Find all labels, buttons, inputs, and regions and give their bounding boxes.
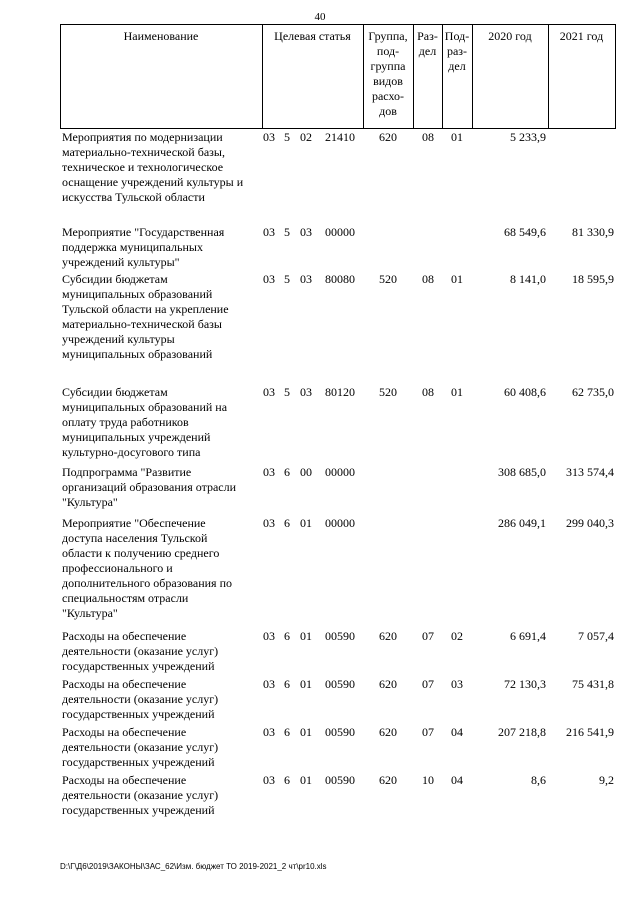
row-group: 620 bbox=[379, 629, 397, 643]
row-code-3: 02 bbox=[300, 130, 312, 144]
row-code-1: 03 bbox=[263, 725, 275, 739]
row-2021: 7 057,4 bbox=[578, 629, 614, 643]
row-code-4: 21410 bbox=[325, 130, 355, 144]
page-number: 40 bbox=[314, 11, 326, 23]
header-group: Группа, под- группа видов расхо- дов bbox=[368, 29, 408, 118]
row-code-2: 6 bbox=[284, 725, 290, 739]
row-code-2: 6 bbox=[284, 677, 290, 691]
row-group: 620 bbox=[379, 677, 397, 691]
row-code-1: 03 bbox=[263, 130, 275, 144]
row-subsection: 04 bbox=[451, 725, 463, 739]
row-2020: 8,6 bbox=[531, 773, 546, 787]
row-code-2: 5 bbox=[284, 385, 290, 399]
row-code-3: 01 bbox=[300, 725, 312, 739]
row-name: Мероприятия по модернизации материально-технической базы, техническое и технологическое оснащение учреждений культуры и искусства Тульской области bbox=[62, 130, 244, 204]
row-section: 08 bbox=[422, 130, 434, 144]
row-section: 07 bbox=[422, 677, 434, 691]
row-code-3: 03 bbox=[300, 272, 312, 286]
row-code-1: 03 bbox=[263, 629, 275, 643]
row-code-2: 6 bbox=[284, 773, 290, 787]
row-name: Мероприятие "Государственная поддержка муниципальных учреждений культуры" bbox=[62, 225, 225, 269]
col-divider bbox=[615, 25, 616, 128]
row-group: 520 bbox=[379, 272, 397, 286]
row-2020: 207 218,8 bbox=[498, 725, 546, 739]
header-name: Наименование bbox=[123, 29, 199, 43]
row-2020: 286 049,1 bbox=[498, 516, 546, 530]
row-2021: 62 735,0 bbox=[572, 385, 614, 399]
row-2021: 216 541,9 bbox=[566, 725, 614, 739]
row-2021: 299 040,3 bbox=[566, 516, 614, 530]
row-name: Мероприятие "Обеспечение доступа населения Тульской области к получению среднего профессионального и дополнительного образования по специальностям отрасли "Культура" bbox=[62, 516, 232, 620]
row-2020: 8 141,0 bbox=[510, 272, 546, 286]
row-code-2: 6 bbox=[284, 465, 290, 479]
row-code-2: 6 bbox=[284, 516, 290, 530]
row-subsection: 01 bbox=[451, 272, 463, 286]
row-2020: 68 549,6 bbox=[504, 225, 546, 239]
row-subsection: 01 bbox=[451, 385, 463, 399]
row-2021: 313 574,4 bbox=[566, 465, 614, 479]
row-code-3: 01 bbox=[300, 516, 312, 530]
row-code-4: 00000 bbox=[325, 516, 355, 530]
row-group: 620 bbox=[379, 725, 397, 739]
row-section: 08 bbox=[422, 385, 434, 399]
row-code-1: 03 bbox=[263, 677, 275, 691]
file-path-footer: D:\Г\Д6\2019\ЗАКОНЫ\ЗАС_62\Изм. бюджет ТО 2019-2021_2 чт\pr10.xls bbox=[60, 862, 327, 871]
row-code-2: 6 bbox=[284, 629, 290, 643]
row-code-1: 03 bbox=[263, 272, 275, 286]
table-header bbox=[60, 24, 616, 129]
row-subsection: 01 bbox=[451, 130, 463, 144]
row-2021: 18 595,9 bbox=[572, 272, 614, 286]
row-name: Субсидии бюджетам муниципальных образований на оплату труда работников муниципальных учреждений культурно-досугового типа bbox=[62, 385, 228, 459]
row-2020: 6 691,4 bbox=[510, 629, 546, 643]
row-name: Подпрограмма "Развитие организаций образования отрасли "Культура" bbox=[62, 465, 237, 509]
row-code-3: 00 bbox=[300, 465, 312, 479]
row-code-3: 03 bbox=[300, 225, 312, 239]
row-code-2: 5 bbox=[284, 272, 290, 286]
row-2021: 81 330,9 bbox=[572, 225, 614, 239]
row-section: 07 bbox=[422, 629, 434, 643]
row-2021: 9,2 bbox=[599, 773, 614, 787]
row-subsection: 04 bbox=[451, 773, 463, 787]
row-subsection: 03 bbox=[451, 677, 463, 691]
row-code-1: 03 bbox=[263, 773, 275, 787]
row-code-4: 00000 bbox=[325, 225, 355, 239]
row-code-4: 00590 bbox=[325, 773, 355, 787]
row-code-4: 00590 bbox=[325, 629, 355, 643]
row-code-2: 5 bbox=[284, 130, 290, 144]
row-2020: 60 408,6 bbox=[504, 385, 546, 399]
row-code-4: 00000 bbox=[325, 465, 355, 479]
row-code-4: 80080 bbox=[325, 272, 355, 286]
row-code-3: 03 bbox=[300, 385, 312, 399]
row-group: 520 bbox=[379, 385, 397, 399]
row-section: 10 bbox=[422, 773, 434, 787]
row-name: Расходы на обеспечение деятельности (оказание услуг) государственных учреждений bbox=[62, 773, 219, 817]
header-section: Раз- дел bbox=[417, 29, 438, 58]
row-section: 08 bbox=[422, 272, 434, 286]
row-code-4: 00590 bbox=[325, 677, 355, 691]
row-name: Расходы на обеспечение деятельности (оказание услуг) государственных учреждений bbox=[62, 725, 219, 769]
budget-table bbox=[60, 24, 616, 817]
row-2020: 5 233,9 bbox=[510, 130, 546, 144]
header-2020: 2020 год bbox=[488, 29, 532, 43]
row-code-3: 01 bbox=[300, 677, 312, 691]
row-section: 07 bbox=[422, 725, 434, 739]
row-code-3: 01 bbox=[300, 629, 312, 643]
row-name: Субсидии бюджетам муниципальных образований Тульской области на укрепление материально-технической базы учреждений культуры муниципальных образований bbox=[62, 272, 229, 361]
row-2020: 72 130,3 bbox=[504, 677, 546, 691]
row-code-4: 80120 bbox=[325, 385, 355, 399]
row-code-1: 03 bbox=[263, 516, 275, 530]
row-code-3: 01 bbox=[300, 773, 312, 787]
row-2021: 75 431,8 bbox=[572, 677, 614, 691]
row-subsection: 02 bbox=[451, 629, 463, 643]
row-group: 620 bbox=[379, 130, 397, 144]
header-target: Целевая статья bbox=[274, 29, 351, 43]
row-code-2: 5 bbox=[284, 225, 290, 239]
row-2020: 308 685,0 bbox=[498, 465, 546, 479]
header-subsection: Под- раз- дел bbox=[444, 29, 470, 73]
row-code-1: 03 bbox=[263, 385, 275, 399]
row-code-4: 00590 bbox=[325, 725, 355, 739]
row-name: Расходы на обеспечение деятельности (оказание услуг) государственных учреждений bbox=[62, 629, 219, 673]
row-code-1: 03 bbox=[263, 225, 275, 239]
row-code-1: 03 bbox=[263, 465, 275, 479]
row-group: 620 bbox=[379, 773, 397, 787]
row-name: Расходы на обеспечение деятельности (оказание услуг) государственных учреждений bbox=[62, 677, 219, 721]
header-2021: 2021 год bbox=[559, 29, 604, 43]
